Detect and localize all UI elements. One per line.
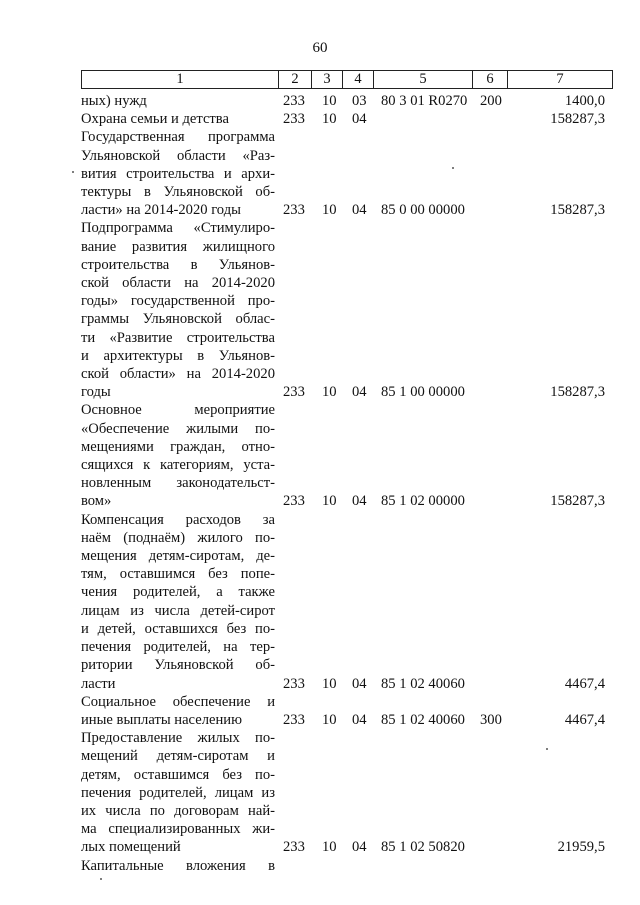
- description-line: сящихся к категориям, уста-: [81, 457, 275, 474]
- cell-c5: 85 1 02 50820: [381, 839, 465, 856]
- cell-c7: 4467,4: [564, 675, 605, 692]
- description-line: ритории Ульяновской об-: [81, 657, 275, 674]
- header-col-2: 2: [279, 71, 312, 89]
- cell-c7: 1400,0: [564, 93, 605, 109]
- table-row: [81, 729, 613, 856]
- cell-c3: 10: [322, 93, 337, 109]
- cell-c5: 85 1 00 00000: [381, 384, 465, 401]
- cell-c3: 10: [322, 111, 337, 128]
- description-line: Капитальные вложения в: [81, 857, 275, 874]
- row-description: [81, 401, 275, 510]
- cell-c5: 85 0 00 00000: [381, 202, 465, 219]
- table-row: [81, 92, 613, 110]
- description-line: вития строительства и архи-: [81, 165, 275, 182]
- table-body: [81, 92, 613, 875]
- row-description: [81, 128, 275, 219]
- header-col-3: 3: [312, 71, 343, 89]
- cell-c6: 300: [480, 711, 502, 728]
- scan-speck: [546, 748, 548, 750]
- cell-c4: 04: [352, 711, 367, 728]
- description-line: Социальное обеспечение и: [81, 693, 275, 710]
- description-line: лицам из числа детей-сирот: [81, 602, 275, 619]
- scan-speck: [100, 878, 102, 880]
- header-col-1: 1: [82, 71, 279, 89]
- description-line: печения родителей, лицам из: [81, 784, 275, 801]
- description-line: Компенсация расходов за: [81, 511, 275, 528]
- header-col-4: 4: [343, 71, 374, 89]
- cell-c3: 10: [322, 493, 337, 510]
- cell-c7: 4467,4: [564, 711, 605, 728]
- table-header: [81, 70, 613, 89]
- cell-c4: 04: [352, 111, 367, 128]
- page-number: 60: [312, 40, 328, 56]
- description-line: печения родителей, на тер-: [81, 639, 275, 656]
- cell-c5: 80 3 01 R0270: [381, 93, 468, 109]
- description-line: наём (поднаём) жилого по-: [81, 529, 275, 546]
- cell-c4: 04: [352, 675, 367, 692]
- row-description: [81, 693, 275, 729]
- description-line: ласти: [81, 675, 116, 692]
- cell-c4: 04: [352, 493, 367, 510]
- cell-c2: 233: [283, 384, 305, 401]
- cell-c3: 10: [322, 839, 337, 856]
- row-description: [81, 857, 275, 875]
- cell-c4: 04: [352, 839, 367, 856]
- description-line: иные выплаты населению: [81, 711, 242, 728]
- description-line: мещений детям-сиротам и: [81, 748, 275, 765]
- row-description: [81, 729, 275, 856]
- description-line: ласти» на 2014-2020 годы: [81, 202, 241, 219]
- row-description: [81, 110, 275, 128]
- description-line: ской области» на 2014-2020: [81, 366, 275, 383]
- cell-c2: 233: [283, 839, 305, 856]
- description-line: и детей, оставшихся без по-: [81, 620, 275, 637]
- cell-c5: 85 1 02 40060: [381, 675, 465, 692]
- description-line: новленным законодательст-: [81, 475, 275, 492]
- description-line: вание развития жилищного: [81, 238, 275, 255]
- description-line: Ульяновской области «Раз-: [81, 147, 275, 164]
- description-line: Предоставление жилых по-: [81, 730, 275, 747]
- cell-c2: 233: [283, 493, 305, 510]
- description-line: Подпрограмма «Стимулиро-: [81, 220, 275, 237]
- description-line: мещения детям-сиротам, де-: [81, 548, 275, 565]
- cell-c3: 10: [322, 202, 337, 219]
- description-line: Охрана семьи и детства: [81, 111, 229, 128]
- header-col-7: 7: [508, 71, 613, 89]
- cell-c5: 85 1 02 40060: [381, 711, 465, 728]
- description-line: мещениями граждан, отно-: [81, 438, 275, 455]
- description-line: строительства в Ульянов-: [81, 256, 275, 273]
- cell-c3: 10: [322, 711, 337, 728]
- description-line: граммы Ульяновской облас-: [81, 311, 275, 328]
- cell-c5: 85 1 02 00000: [381, 493, 465, 510]
- table-row: [81, 401, 613, 510]
- cell-c2: 233: [283, 93, 305, 109]
- row-description: [81, 511, 275, 693]
- cell-c7: 158287,3: [550, 202, 605, 219]
- cell-c3: 10: [322, 384, 337, 401]
- cell-c2: 233: [283, 675, 305, 692]
- table-row: [81, 128, 613, 219]
- header-col-5: 5: [374, 71, 473, 89]
- header-col-6: 6: [473, 71, 508, 89]
- description-line: лых помещений: [81, 839, 181, 856]
- description-line: и архитектуры в Ульянов-: [81, 347, 275, 364]
- cell-c2: 233: [283, 111, 305, 128]
- description-line: их числа по договорам най-: [81, 802, 275, 819]
- description-line: ской области на 2014-2020: [81, 275, 275, 292]
- description-line: детям, оставшимся без по-: [81, 766, 275, 783]
- description-line: тям, оставшимся без попе-: [81, 566, 275, 583]
- cell-c7: 158287,3: [550, 493, 605, 510]
- cell-c3: 10: [322, 675, 337, 692]
- cell-c7: 158287,3: [550, 111, 605, 128]
- cell-c6: 200: [480, 93, 502, 109]
- description-line: Основное мероприятие: [81, 402, 275, 419]
- description-line: чения родителей, а также: [81, 584, 275, 601]
- table-row: [81, 857, 613, 875]
- scan-speck: [72, 171, 74, 173]
- row-description: [81, 219, 275, 401]
- table-row: [81, 110, 613, 128]
- description-line: годы: [81, 384, 111, 401]
- scan-speck: [452, 167, 454, 169]
- cell-c7: 21959,5: [557, 839, 605, 856]
- cell-c2: 233: [283, 202, 305, 219]
- cell-c4: 04: [352, 202, 367, 219]
- row-description: [81, 92, 275, 110]
- description-line: ных) нужд: [81, 93, 147, 109]
- cell-c2: 233: [283, 711, 305, 728]
- description-line: годы» государственной про-: [81, 293, 275, 310]
- cell-c7: 158287,3: [550, 384, 605, 401]
- description-line: ти «Развитие строительства: [81, 329, 275, 346]
- cell-c4: 03: [352, 93, 367, 109]
- description-line: тектуры в Ульяновской об-: [81, 184, 275, 201]
- table-row: [81, 511, 613, 693]
- table-row: [81, 219, 613, 401]
- description-line: «Обеспечение жилыми по-: [81, 420, 275, 437]
- table-row: [81, 693, 613, 729]
- description-line: Государственная программа: [81, 129, 275, 146]
- description-line: ма специализированных жи-: [81, 821, 275, 838]
- cell-c4: 04: [352, 384, 367, 401]
- description-line: вом»: [81, 493, 112, 510]
